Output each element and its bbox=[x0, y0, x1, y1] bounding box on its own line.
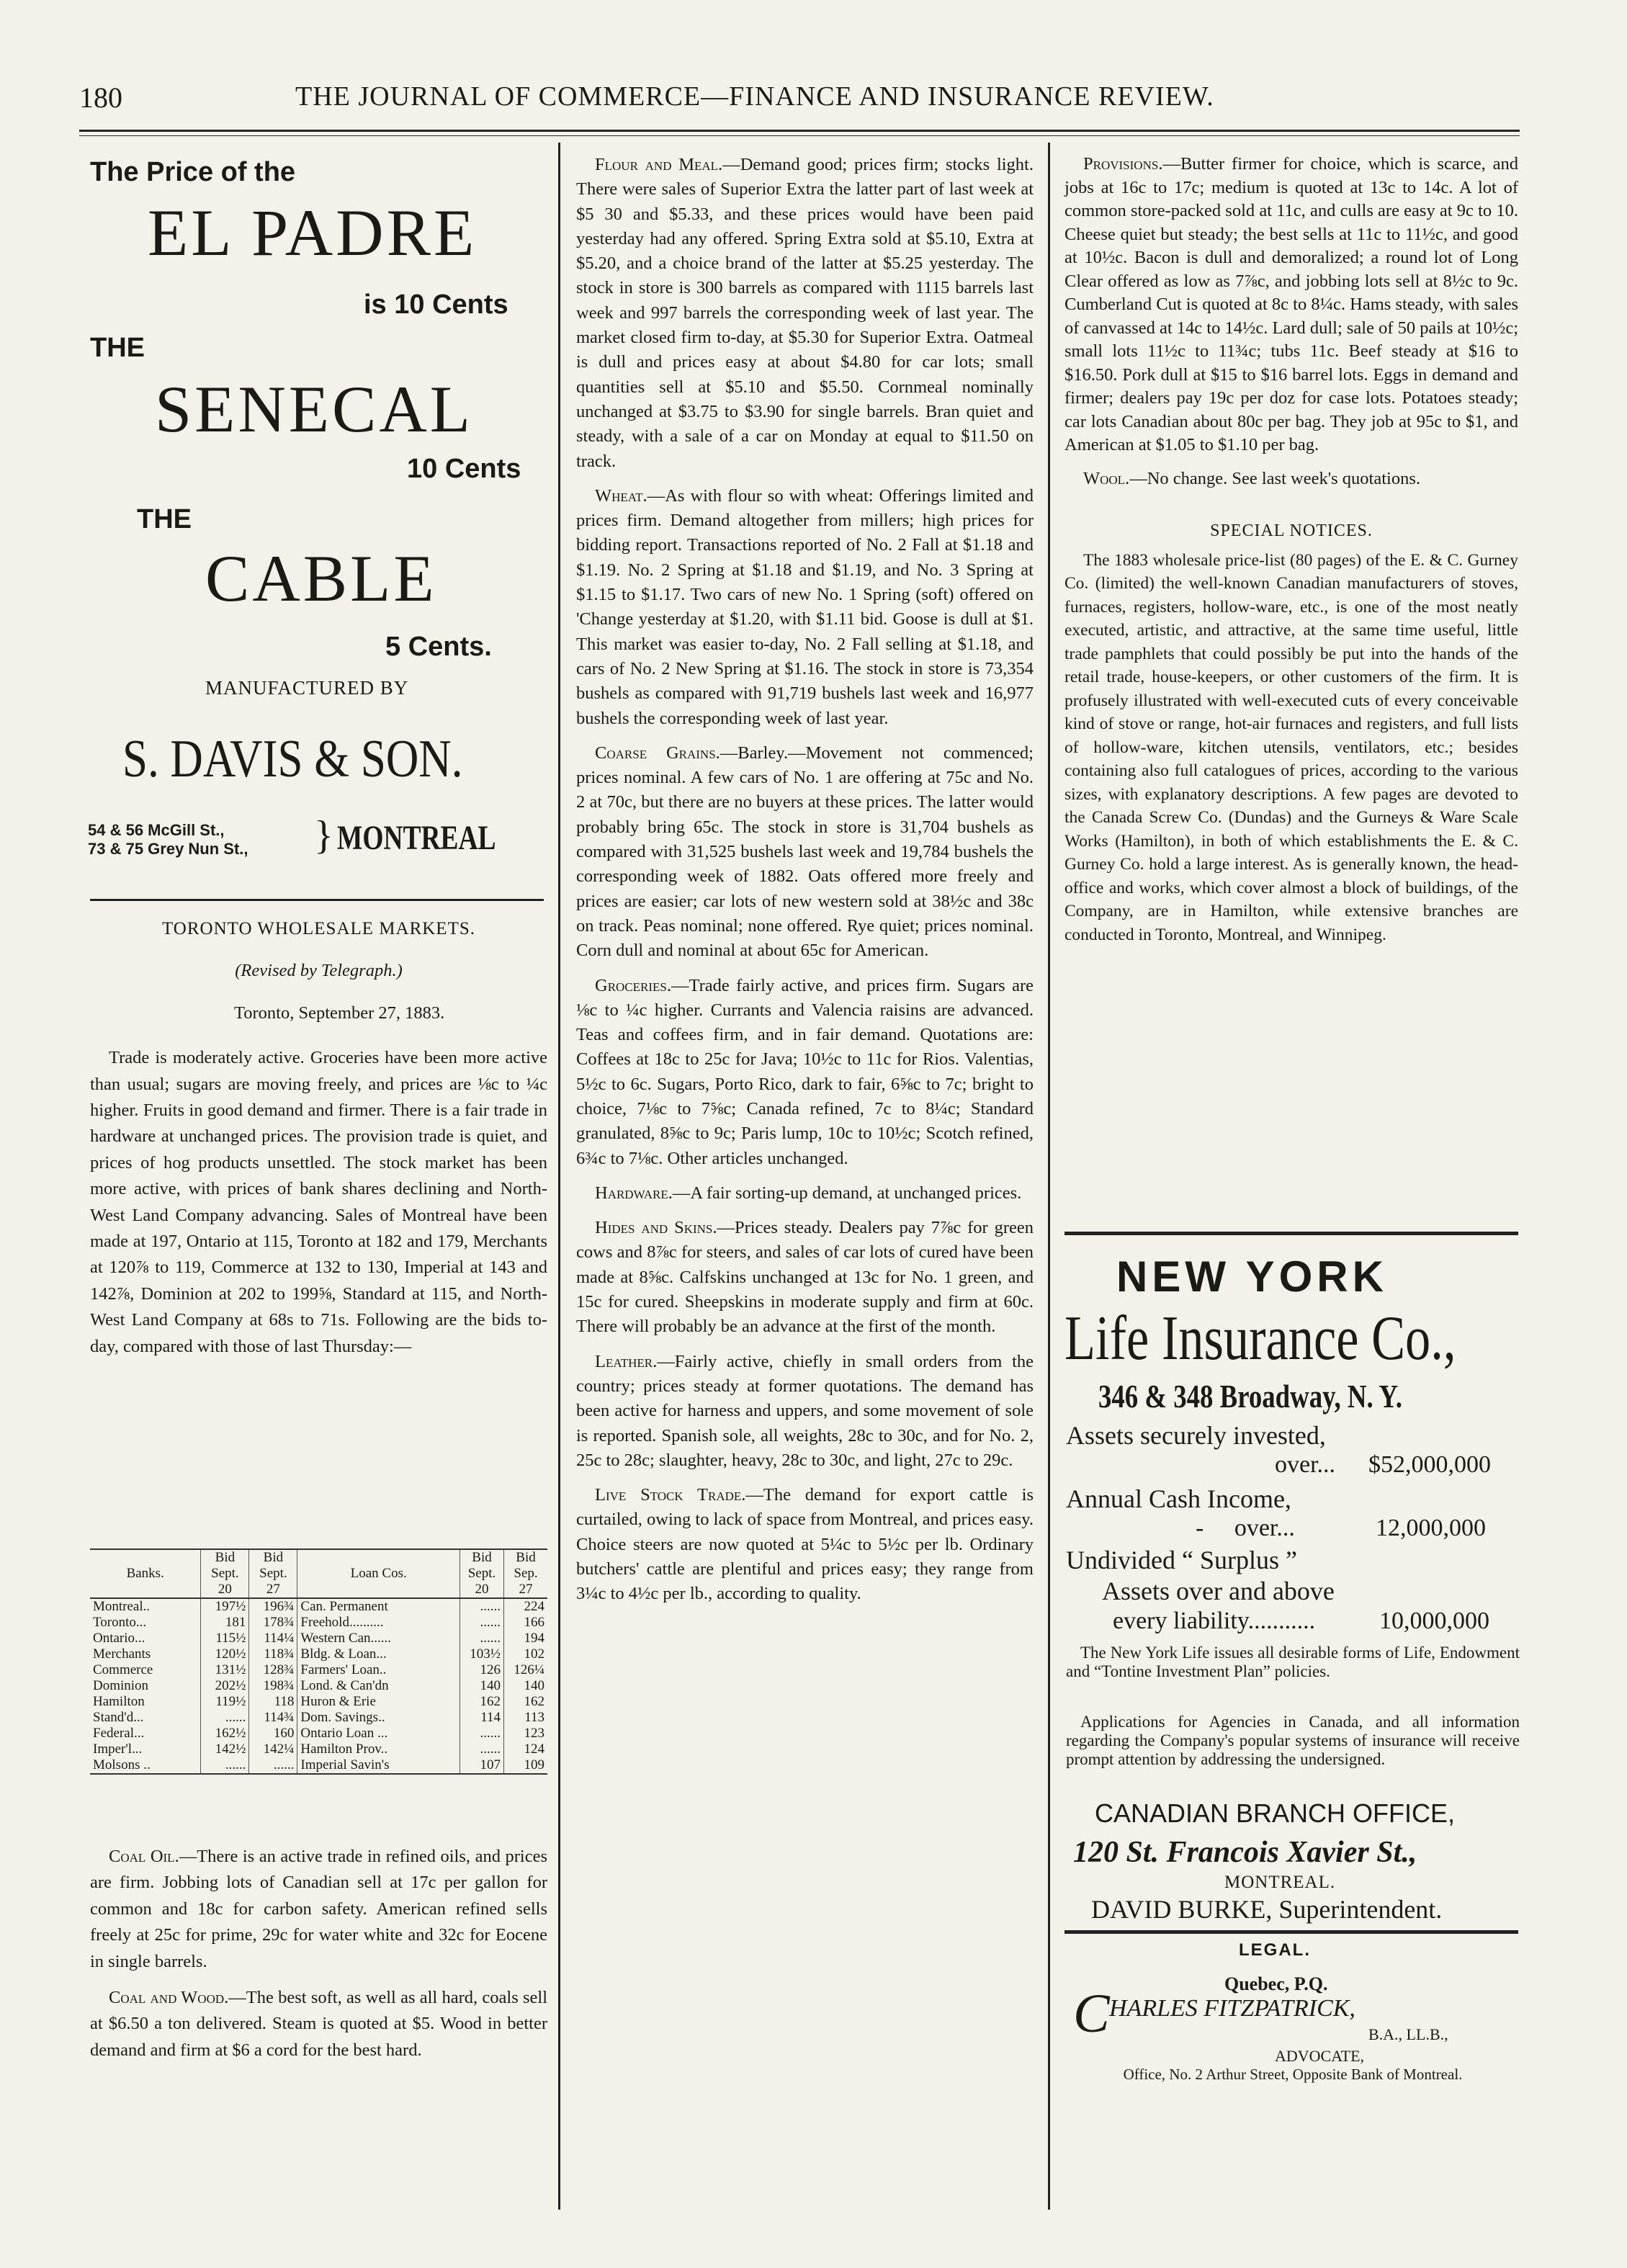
bank-bid-sept-20: 197½ bbox=[201, 1598, 249, 1615]
bank-bid-sept-27: 196¾ bbox=[249, 1598, 297, 1615]
loan-bid-sept-27: 124 bbox=[504, 1742, 548, 1757]
bank-bid-sept-20: 115½ bbox=[201, 1631, 249, 1646]
hardware-paragraph bbox=[576, 1181, 1034, 1206]
revised-note: (Revised by Telegraph.) bbox=[235, 961, 403, 981]
loan-bid-sept-20: ...... bbox=[460, 1742, 504, 1757]
agency-note: Applications for Agencies in Canada, and all information regarding the Company's popular systems of insurance will receive prompt attention by addressing the undersigned. bbox=[1066, 1713, 1520, 1768]
the-label-2: THE bbox=[137, 504, 192, 534]
special-notices-title: SPECIAL NOTICES. bbox=[1210, 521, 1373, 540]
price-intro: The Price of the bbox=[90, 157, 296, 187]
income-label: Annual Cash Income, bbox=[1066, 1484, 1291, 1513]
header-rule-thin bbox=[79, 135, 1520, 136]
loan-bid-sept-20: 107 bbox=[460, 1757, 504, 1773]
bank-name: Imper'l... bbox=[93, 1742, 143, 1757]
table-row bbox=[90, 1742, 547, 1757]
header-loan-cos: Loan Cos. bbox=[297, 1550, 460, 1598]
livestock-text: —The demand for export cattle is curtailed, owing to lack of space from Montreal, and prices easy. Choice steers are now quoted at 5¼c to 5½c per lb. Ordinary butchers' cattle are plentiful and prices easy; they range from 3¼c to 4½c per lb., according to quality. bbox=[576, 1485, 1034, 1604]
loan-bid-sept-27: 194 bbox=[504, 1631, 548, 1646]
leather-label: Leather. bbox=[595, 1351, 658, 1371]
brand-senecal: SENECAL bbox=[155, 372, 473, 446]
legal-initial: C bbox=[1073, 1984, 1110, 2044]
loan-bid-sept-27: 109 bbox=[504, 1757, 548, 1773]
loan-co-name: Lond. & Can'dn bbox=[297, 1678, 460, 1694]
provisions-paragraph bbox=[1065, 153, 1518, 457]
surplus-label: Undivided “ Surplus ” bbox=[1066, 1546, 1297, 1574]
cigar-ad-bottom-rule bbox=[90, 899, 544, 901]
header-loan-bid-sept-27: Bid Sep. 27 bbox=[504, 1550, 548, 1598]
brand-el-padre: EL PADRE bbox=[148, 196, 478, 269]
bank-name: Federal... bbox=[93, 1726, 145, 1741]
loan-bid-sept-20: 162 bbox=[460, 1694, 504, 1710]
page-header bbox=[79, 81, 1534, 117]
journal-title: THE JOURNAL OF COMMERCE—FINANCE AND INSURANCE REVIEW. bbox=[295, 81, 1214, 112]
maker-name: S. DAVIS & SON. bbox=[122, 730, 463, 789]
coal-wood-label: Coal and Wood. bbox=[109, 1988, 229, 2008]
loan-co-name: Huron & Erie bbox=[297, 1694, 460, 1710]
column-divider-2 bbox=[1048, 143, 1050, 2210]
header-rule bbox=[79, 130, 1520, 132]
coarse-grains-paragraph bbox=[576, 741, 1034, 964]
bank-bid-sept-27: 198¾ bbox=[249, 1678, 297, 1694]
leather-text: —Fairly active, chiefly in small orders from the country; prices steady at former quotations. The demand has been active for harness and uppers, and some movement of sole is reported. Spanish sole, all weights, 28c to 30c, and for No. 2, 25c to 28c; slaughter, heavy, 28c to 30c, and light, 27c to 29c. bbox=[576, 1351, 1034, 1470]
company-name: Life Insurance Co., bbox=[1065, 1304, 1456, 1373]
insurance-ad-top-rule bbox=[1065, 1232, 1518, 1235]
coal-oil-label: Coal Oil. bbox=[109, 1847, 179, 1866]
legal-title: LEGAL. bbox=[1239, 1940, 1311, 1960]
header-loan-bid-sept-20: Bid Sept. 20 bbox=[460, 1550, 504, 1598]
legal-role: ADVOCATE, bbox=[1275, 2047, 1365, 2065]
loan-co-name: Freehold.......... bbox=[297, 1615, 460, 1631]
assets-value: $52,000,000 bbox=[1368, 1451, 1491, 1478]
bank-name: Commerce bbox=[93, 1662, 153, 1677]
bank-name: Molsons .. bbox=[93, 1757, 151, 1772]
income-over: - over... bbox=[1196, 1515, 1295, 1541]
bank-bid-sept-27: 114¼ bbox=[249, 1631, 297, 1646]
bank-bid-sept-20: 181 bbox=[201, 1615, 249, 1631]
loan-bid-sept-27: 140 bbox=[504, 1678, 548, 1694]
coal-oil-text: —There is an active trade in refined oils, and prices are firm. Jobbing lots of Canadian sell at 17c per gallon for common and 18c for carbon safety. American refined sells freely at 25c for prime, 29c for water white and 32c for Eocene in single barrels. bbox=[90, 1847, 547, 1971]
wool-label: Wool. bbox=[1083, 468, 1130, 488]
flour-label: Flour and Meal. bbox=[595, 155, 723, 174]
maker-address-2: 73 & 75 Grey Nun St., bbox=[88, 840, 248, 858]
stock-table-wrapper bbox=[90, 1548, 547, 1775]
price-senecal: 10 Cents bbox=[407, 454, 521, 484]
bank-name: Dominion bbox=[93, 1678, 149, 1693]
table-header-row bbox=[90, 1550, 547, 1598]
table-row bbox=[90, 1615, 547, 1631]
bank-bid-sept-27: 114¾ bbox=[249, 1710, 297, 1726]
bank-bid-sept-20: 120½ bbox=[201, 1646, 249, 1662]
bank-bid-sept-20: ...... bbox=[201, 1710, 249, 1726]
loan-co-name: Farmers' Loan.. bbox=[297, 1662, 460, 1678]
loan-bid-sept-27: 102 bbox=[504, 1646, 548, 1662]
special-notices-text: The 1883 wholesale price-list (80 pages) of the E. & C. Gurney Co. (limited) the well-known Canadian manufacturers of stoves, furnaces, registers, hollow-ware, etc., is one of the most neatly executed, artistic, and attractive, at the same time useful, little trade pamphlets that could possibly be put into the hands of the retail trade, house-keepers, or other customers of the firm. It is profusely illustrated with well-executed cuts of every conceivable kind of stove or range, hot-air furnaces and registers, and full lists of hollow-ware, kitchen utensils, ventilators, etc.; besides containing also full catalogues of prices, according to the various sizes, with explanatory descriptions. A few pages are devoted to the Canada Screw Co. (Dundas) and the Gurneys & Ware Scale Works (Hamilton), in both of which establishments the E. & C. Gurney Co. hold a large interest. As is generally known, the head-office and works, which cover almost a block of buildings, of the Company, are in Hamilton, while extensive branches are conducted in Toronto, Montreal, and Winnipeg. bbox=[1065, 550, 1518, 944]
dateline: Toronto, September 27, 1883. bbox=[234, 1003, 445, 1023]
hides-text: —Prices steady. Dealers pay 7⅞c for green cows and 8⅞c for steers, and sales of car lots of cured have been made at 8⅝c. Calfskins unchanged at 13c for No. 1 green, and 15c for cured. Sheepskins in moderate supply and firm at 60c. There will probably be an advance at the first of the month. bbox=[576, 1218, 1034, 1337]
column-divider-1 bbox=[558, 143, 560, 2210]
coarse-grains-text: —Barley.—Movement not commenced; prices nominal. A few cars of No. 1 are offering at 75c and No. 2 at 70c, but there are no buyers at these prices. The latter would probably bring 65c. The stock in store is 31,704 bushels as compared with 31,525 bushels last week and 19,784 bushels the corresponding week of 1882. Oats offered more freely and prices are easier; car lots of new western sold at 38½c and 38c on track. Peas nominal; none offered. Rye quiet; prices nominal. Corn dull and nominal at about 65c for American. bbox=[576, 743, 1034, 961]
header-bid-sept-20: Bid Sept. 20 bbox=[201, 1550, 249, 1598]
ny-heading: NEW YORK bbox=[1116, 1252, 1388, 1301]
wool-paragraph bbox=[1065, 467, 1518, 491]
header-bid-sept-27: Bid Sept. 27 bbox=[249, 1550, 297, 1598]
the-label-1: THE bbox=[90, 333, 145, 363]
loan-co-name: Bldg. & Loan... bbox=[297, 1646, 460, 1662]
address-brace: } bbox=[314, 813, 333, 858]
price-cable: 5 Cents. bbox=[385, 632, 492, 662]
table-row bbox=[90, 1662, 547, 1678]
loan-bid-sept-20: ...... bbox=[460, 1726, 504, 1742]
loan-bid-sept-27: 224 bbox=[504, 1598, 548, 1615]
coarse-grains-label: Coarse Grains. bbox=[595, 743, 720, 763]
provisions-label: Provisions. bbox=[1083, 154, 1163, 174]
flour-text: —Demand good; prices firm; stocks light. There were sales of Superior Extra the latter part of last week at $5 30 and $5.33, and these prices would have been paid yesterday had any offered. Spring Extra sold at $5.10, Extra at $5.20, and a choice brand of the latter at $5.25 yesterday. The stock in store is 300 barrels as compared with 1115 barrels last week and 997 barrels the corresponding week of last year. The market closed firm to-day, at $5.30 for Superior Extra. Oatmeal is dull and prices easy at about $4.80 for car lots; small quantities sell at $5.10 and $5.50. Cornmeal nominally unchanged at $3.75 to $3.90 for single barrels. Bran quiet and steady, with a sale of a car on Monday at equal to $11.50 on track. bbox=[576, 155, 1034, 471]
loan-bid-sept-20: 114 bbox=[460, 1710, 504, 1726]
bank-bid-sept-27: 178¾ bbox=[249, 1615, 297, 1631]
coal-wood-paragraph bbox=[90, 1985, 547, 2063]
loan-co-name: Ontario Loan ... bbox=[297, 1726, 460, 1742]
loan-bid-sept-20: ...... bbox=[460, 1615, 504, 1631]
policies-note: The New York Life issues all desirable forms of Life, Endowment and “Tontine Investment Plan” policies. bbox=[1066, 1644, 1520, 1680]
price-el-padre: is 10 Cents bbox=[364, 290, 508, 320]
branch-office-address: 120 St. Francois Xavier St., bbox=[1073, 1836, 1417, 1869]
legal-name: HARLES FITZPATRICK, bbox=[1109, 1995, 1355, 2022]
bank-name: Ontario... bbox=[93, 1631, 145, 1646]
bank-bid-sept-27: 160 bbox=[249, 1726, 297, 1742]
wheat-paragraph bbox=[576, 484, 1034, 731]
insurance-ad-bottom-rule bbox=[1065, 1930, 1518, 1934]
table-row bbox=[90, 1710, 547, 1726]
groceries-label: Groceries. bbox=[595, 975, 671, 995]
livestock-paragraph bbox=[576, 1483, 1034, 1606]
stock-bids-table bbox=[90, 1550, 547, 1773]
loan-bid-sept-27: 113 bbox=[504, 1710, 548, 1726]
loan-bid-sept-20: ...... bbox=[460, 1598, 504, 1615]
manufactured-by: MANUFACTURED BY bbox=[205, 677, 409, 699]
assets-label: Assets securely invested, bbox=[1066, 1421, 1326, 1450]
hardware-label: Hardware. bbox=[595, 1183, 673, 1203]
leather-paragraph bbox=[576, 1350, 1034, 1473]
wheat-text: —As with flour so with wheat: Offerings limited and prices firm. Demand altogether from millers; high prices for bidding report. Transactions reported of No. 2 Fall at $1.18 and $1.19. No. 2 Spring at $1.18 and $1.19, and No. 3 Spring at $1.15 to $1.17. Two cars of new No. 1 Spring (soft) offered on 'Change yesterday at $1.20, with $1.11 bid. Goose is dull at $1. This market was easier to-day, No. 2 Fall selling at $1.18, and cars of No. 2 New Spring at $1.16. The stock in store is 73,354 bushels as compared with 91,719 bushels last week and 16,977 bushels the corresponding week of last year. bbox=[576, 485, 1034, 728]
toronto-markets-section bbox=[90, 916, 547, 1370]
branch-office-city: MONTREAL. bbox=[1224, 1873, 1336, 1892]
hides-paragraph bbox=[576, 1216, 1034, 1339]
loan-bid-sept-20: 140 bbox=[460, 1678, 504, 1694]
loan-co-name: Western Can...... bbox=[297, 1631, 460, 1646]
loan-bid-sept-27: 123 bbox=[504, 1726, 548, 1742]
bank-bid-sept-27: 128¾ bbox=[249, 1662, 297, 1678]
loan-bid-sept-20: ...... bbox=[460, 1631, 504, 1646]
provisions-text: —Butter firmer for choice, which is scarce, and jobs at 16c to 17c; medium is quoted at 13c to 14c. A lot of common store-packed sold at 11c, and culls are easy at 9c to 10. Cheese quiet but steady; the best sells at 11c to 11½c, and good at 10½c. Bacon is dull and demoralized; a round lot of Long Clear offered as low as 7⅞c, and jobbing lots sell at 8½c to 9c. Cumberland Cut is quoted at 8c to 8¼c. Hams steady, with sales of canvassed at 14c to 14½c. Lard dull; sale of 50 pails at 10½c; small lots 11½c to 11¾c; tubs 11c. Beef steady at $16 to $16.50. Pork dull at $15 to $16 barrel lots. Eggs in demand and firmer; dealers pay 19c per doz for case lots. Potatoes steady; car lots Canadian about 80c per bag. They job at 95c to $1, and American at $1.05 to $1.10 per bag. bbox=[1065, 154, 1519, 454]
page-number: 180 bbox=[79, 81, 122, 114]
loan-co-name: Hamilton Prov.. bbox=[297, 1742, 460, 1757]
branch-office-title: CANADIAN BRANCH OFFICE, bbox=[1095, 1798, 1456, 1828]
bank-bid-sept-27: 142¼ bbox=[249, 1742, 297, 1757]
assets-over: over... bbox=[1275, 1451, 1336, 1478]
surplus-over: every liability........... bbox=[1113, 1608, 1316, 1634]
bank-name: Hamilton bbox=[93, 1694, 145, 1709]
bank-bid-sept-27: 118 bbox=[249, 1694, 297, 1710]
bank-bid-sept-20: 131½ bbox=[201, 1662, 249, 1678]
right-column-text bbox=[1065, 153, 1518, 956]
table-row bbox=[90, 1694, 547, 1710]
maker-address-1: 54 & 56 McGill St., bbox=[88, 821, 225, 839]
loan-co-name: Dom. Savings.. bbox=[297, 1710, 460, 1726]
middle-column bbox=[576, 153, 1034, 1617]
superintendent: DAVID BURKE, Superintendent. bbox=[1091, 1895, 1443, 1924]
legal-office: Office, No. 2 Arthur Street, Opposite Bank of Montreal. bbox=[1123, 2066, 1463, 2083]
company-address: 346 & 348 Broadway, N. Y. bbox=[1098, 1378, 1402, 1415]
bank-bid-sept-20: 162½ bbox=[201, 1726, 249, 1742]
surplus-label-2: Assets over and above bbox=[1102, 1577, 1335, 1605]
bank-bid-sept-20: 202½ bbox=[201, 1678, 249, 1694]
hardware-text: —A fair sorting-up demand, at unchanged prices. bbox=[672, 1183, 1022, 1203]
table-row bbox=[90, 1598, 547, 1615]
table-row bbox=[90, 1757, 547, 1773]
bank-bid-sept-20: 119½ bbox=[201, 1694, 249, 1710]
bank-bid-sept-20: 142½ bbox=[201, 1742, 249, 1757]
loan-bid-sept-27: 166 bbox=[504, 1615, 548, 1631]
surplus-value: 10,000,000 bbox=[1379, 1608, 1489, 1634]
table-row bbox=[90, 1646, 547, 1662]
bank-name: Merchants bbox=[93, 1646, 151, 1662]
header-banks: Banks. bbox=[90, 1550, 201, 1598]
loan-co-name: Imperial Savin's bbox=[297, 1757, 460, 1773]
bank-bid-sept-20: ...... bbox=[201, 1757, 249, 1773]
wool-text: —No change. See last week's quotations. bbox=[1129, 468, 1420, 488]
left-bottom-paragraphs bbox=[90, 1844, 547, 2074]
loan-bid-sept-27: 126¼ bbox=[504, 1662, 548, 1678]
bank-name: Montreal.. bbox=[93, 1599, 151, 1614]
legal-degrees: B.A., LL.B., bbox=[1368, 2025, 1448, 2043]
bank-name: Stand'd... bbox=[93, 1710, 144, 1725]
table-row bbox=[90, 1678, 547, 1694]
wheat-label: Wheat. bbox=[595, 485, 647, 506]
groceries-text: —Trade fairly active, and prices firm. Sugars are ⅛c to ¼c higher. Currants and Valencia raisins are advanced. Teas and coffees firm, and in fair demand. Quotations are: Coffees at 18c to 25c for Java; 10½c to 11c for Rios. Valentias, 5½c to 6c. Sugars, Porto Rico, dark to fair, 6⅝c to 7c; bright to choice, 7⅛c to 7⅝c; Canada refined, 7c to 8¼c; Standard granulated, 8⅝c to 9c; Paris lump, 10c to 10½c; Scotch refined, 6¾c to 7⅛c. Other articles unchanged. bbox=[576, 975, 1034, 1168]
legal-place: Quebec, P.Q. bbox=[1224, 1973, 1328, 1994]
loan-bid-sept-20: 103½ bbox=[460, 1646, 504, 1662]
bank-bid-sept-27: 118¾ bbox=[249, 1646, 297, 1662]
stock-table-body bbox=[90, 1598, 547, 1773]
bank-name: Toronto... bbox=[93, 1615, 147, 1630]
market-summary: Trade is moderately active. Groceries have been more active than usual; sugars are moving freely, and prices are ⅛c to ¼c higher. Fruits in good demand and firmer. There is a fair trade in hardware at unchanged prices. The provision trade is quiet, and prices of hog products unsettled. The stock market has been more active, with prices of bank shares declining and North-West Land Company advancing. Sales of Montreal have been made at 197, Ontario at 115, Toronto at 182 and 179, Merchants at 120⅞ to 119, Commerce at 132 to 130, Imperial at 143 and 142⅞, Dominion at 202 to 199⅝, Standard at 115, and North-West Land Company at 68s to 71s. Following are the bids to-day, compared with those of last Thursday:— bbox=[90, 1048, 547, 1356]
brand-cable: CABLE bbox=[205, 542, 437, 615]
flour-paragraph bbox=[576, 153, 1034, 474]
groceries-paragraph bbox=[576, 974, 1034, 1171]
loan-bid-sept-20: 126 bbox=[460, 1662, 504, 1678]
coal-oil-paragraph bbox=[90, 1844, 547, 1975]
income-value: 12,000,000 bbox=[1376, 1515, 1486, 1541]
hides-label: Hides and Skins. bbox=[595, 1218, 717, 1238]
section-title: TORONTO WHOLESALE MARKETS. bbox=[161, 919, 476, 938]
table-row bbox=[90, 1726, 547, 1742]
table-row bbox=[90, 1631, 547, 1646]
livestock-label: Live Stock Trade. bbox=[595, 1485, 746, 1505]
bank-bid-sept-27: ...... bbox=[249, 1757, 297, 1773]
maker-city: MONTREAL bbox=[337, 819, 496, 857]
coal-wood-text: —The best soft, as well as all hard, coals sell at $6.50 a ton delivered. Steam is quoted at $5. Wood in better demand and firm at $6 a cord for the best hard. bbox=[90, 1988, 548, 2060]
loan-bid-sept-27: 162 bbox=[504, 1694, 548, 1710]
loan-co-name: Can. Permanent bbox=[297, 1598, 460, 1615]
